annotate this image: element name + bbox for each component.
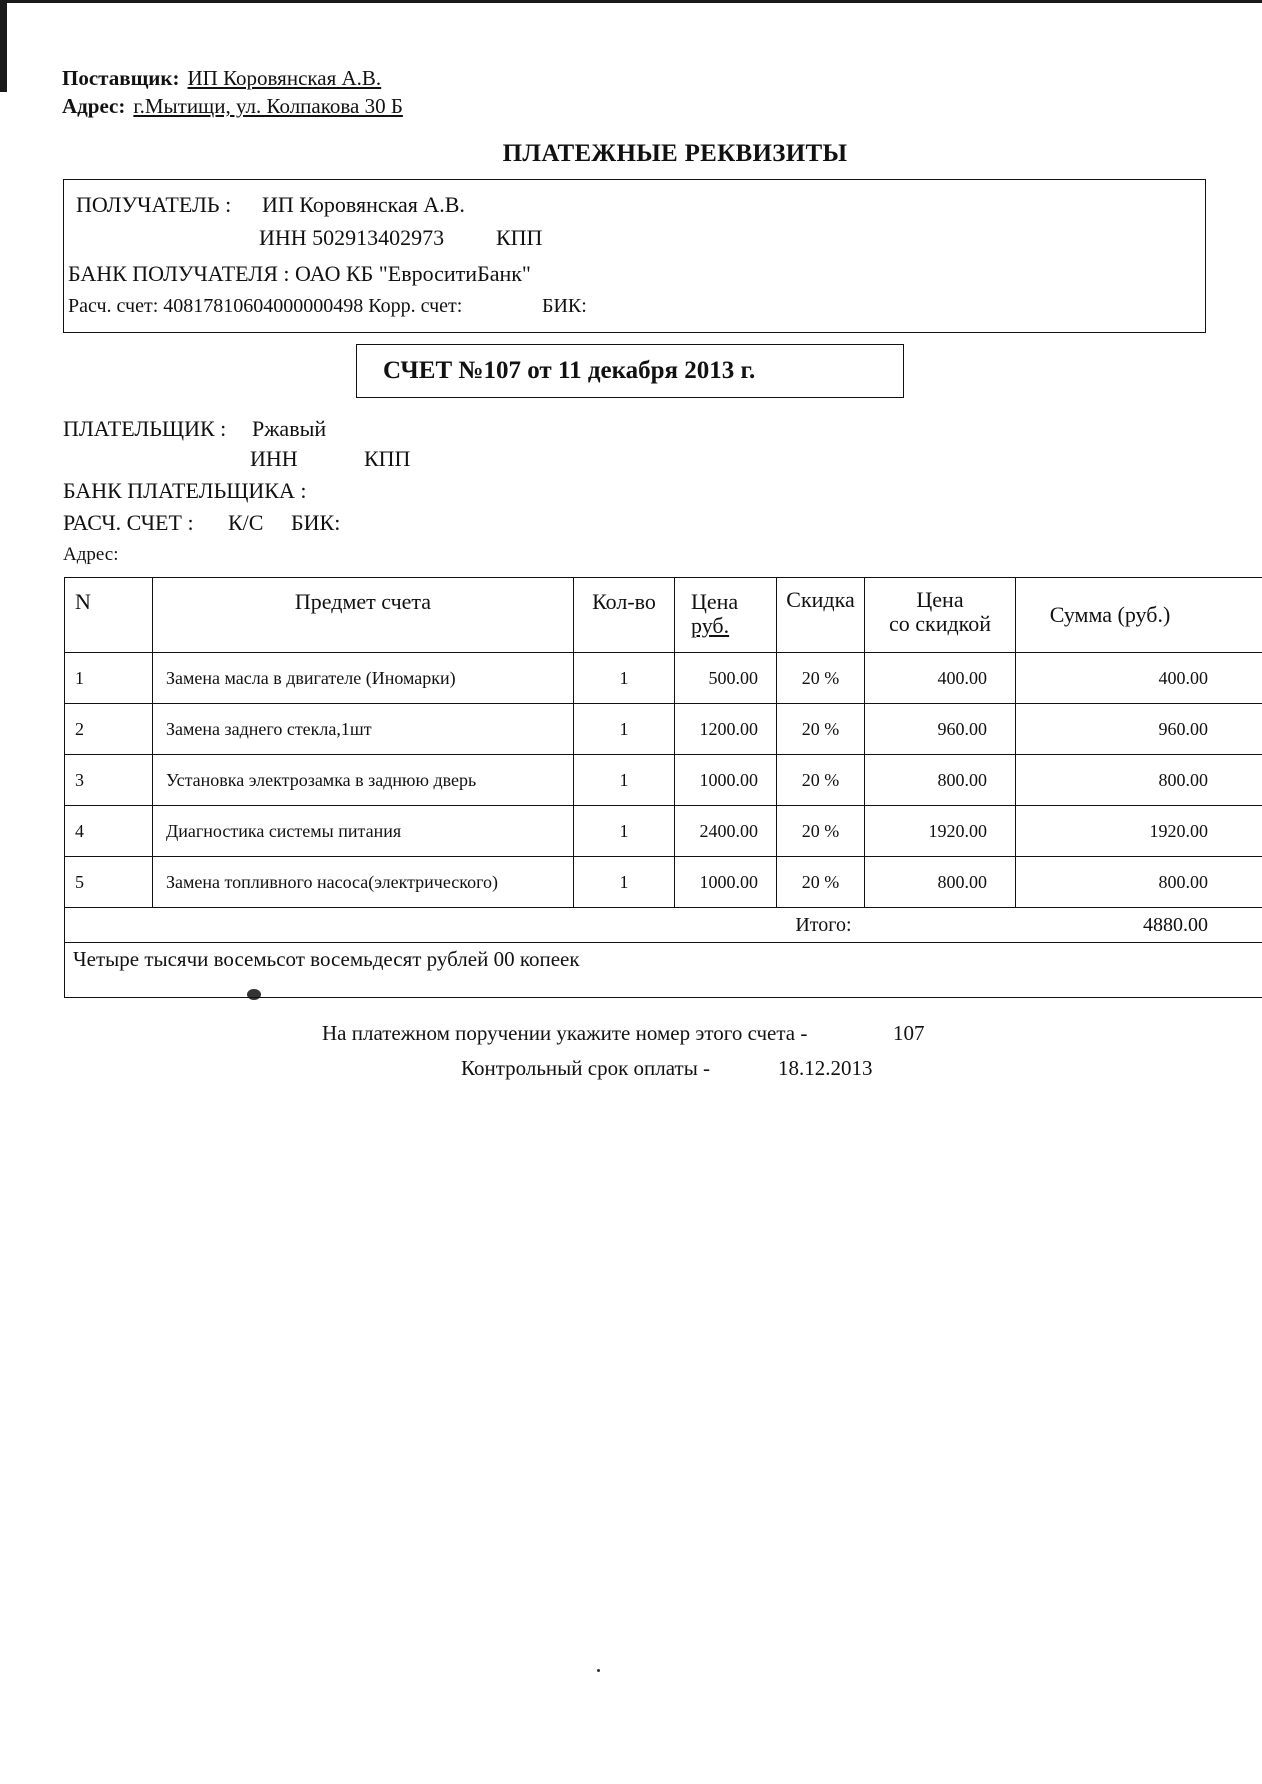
payer-bik-label: БИК:	[291, 510, 341, 535]
cell-price: 1000.00	[675, 755, 777, 806]
supplier-address: г.Мытищи, ул. Колпакова 30 Б	[133, 94, 403, 118]
payer-account-label: РАСЧ. СЧЕТ :	[63, 510, 194, 535]
payer-label: ПЛАТЕЛЬЩИК :	[63, 416, 227, 441]
cell-sum-text: 800.00	[1158, 871, 1208, 892]
payer-address-label: Адрес:	[63, 544, 119, 565]
table-row	[65, 857, 1262, 908]
payer-name: Ржавый	[252, 416, 327, 441]
cell-name: Диагностика системы питания	[153, 806, 574, 857]
cell-sum-text: 800.00	[1158, 769, 1208, 790]
cell-sum	[1016, 653, 1262, 704]
cell-n: 3	[65, 755, 153, 806]
recipient-kpp-label: КПП	[496, 225, 543, 250]
cell-discount: 20 %	[777, 704, 865, 755]
table-row	[65, 806, 1262, 857]
cell-qty: 1	[574, 806, 675, 857]
cell-sum	[1016, 857, 1262, 908]
cell-name: Замена заднего стекла,1шт	[153, 704, 574, 755]
supplier-address-line	[62, 92, 403, 120]
supplier-line	[62, 64, 403, 92]
header-price-line2: руб.	[691, 613, 730, 638]
payer-kpp-label: КПП	[364, 446, 411, 471]
cell-name: Установка электрозамка в заднюю дверь	[153, 755, 574, 806]
cell-price: 500.00	[675, 653, 777, 704]
cell-sum	[1016, 704, 1262, 755]
cell-n: 1	[65, 653, 153, 704]
cell-price: 1000.00	[675, 857, 777, 908]
payment-order-note: На платежном поручении укажите номер этого счета -	[322, 1021, 808, 1045]
supplier-label: Поставщик:	[62, 66, 180, 90]
deadline-date: 18.12.2013	[778, 1056, 873, 1080]
payer-inn-label: ИНН	[250, 446, 298, 471]
header-sum	[1016, 578, 1262, 653]
cell-name: Замена масла в двигателе (Иномарки)	[153, 653, 574, 704]
cell-discount: 20 %	[777, 857, 865, 908]
payer-bank: БАНК ПЛАТЕЛЬЩИКА :	[63, 478, 307, 503]
cell-sum	[1016, 806, 1262, 857]
cell-qty: 1	[574, 653, 675, 704]
total-row	[65, 908, 1262, 943]
cell-qty: 1	[574, 857, 675, 908]
invoice-items-table	[64, 577, 1262, 998]
cell-price: 1200.00	[675, 704, 777, 755]
table-row	[65, 653, 1262, 704]
cell-dprice: 960.00	[865, 704, 1016, 755]
table-row	[65, 704, 1262, 755]
requisites-title: ПЛАТЕЖНЫЕ РЕКВИЗИТЫ	[502, 140, 848, 167]
recipient-bik-label: БИК:	[542, 295, 587, 317]
cell-qty: 1	[574, 704, 675, 755]
deadline-label: Контрольный срок оплаты -	[461, 1056, 711, 1080]
cell-discount: 20 %	[777, 806, 865, 857]
header-discount: Скидка	[777, 578, 865, 653]
cell-discount: 20 %	[777, 653, 865, 704]
cell-qty: 1	[574, 755, 675, 806]
header-name: Предмет счета	[153, 578, 574, 653]
cell-n: 5	[65, 857, 153, 908]
supplier-name: ИП Коровянская А.В.	[187, 66, 382, 90]
amount-words: Четыре тысячи восемьсот восемьдесят рублей 00 копеек	[65, 943, 1262, 998]
cell-dprice: 1920.00	[865, 806, 1016, 857]
scan-speck	[597, 1669, 600, 1672]
payer-ks-label: К/С	[228, 510, 264, 535]
total-value: 4880.00	[1143, 913, 1208, 936]
cell-dprice: 400.00	[865, 653, 1016, 704]
scan-edge-left	[0, 0, 7, 92]
cell-dprice: 800.00	[865, 857, 1016, 908]
supplier-block	[62, 64, 403, 120]
cell-n: 2	[65, 704, 153, 755]
cell-price: 2400.00	[675, 806, 777, 857]
amount-words-row	[65, 943, 1262, 998]
supplier-address-label: Адрес:	[62, 94, 126, 118]
invoice-title: СЧЕТ №107 от 11 декабря 2013 г.	[383, 357, 756, 384]
cell-sum-text: 400.00	[1158, 667, 1208, 688]
cell-dprice: 800.00	[865, 755, 1016, 806]
header-n: N	[65, 578, 153, 653]
header-sum-text: Сумма (руб.)	[1049, 602, 1171, 627]
table-row	[65, 755, 1262, 806]
recipient-name: ИП Коровянская А.В.	[262, 192, 465, 217]
recipient-bank: БАНК ПОЛУЧАТЕЛЯ : ОАО КБ "ЕвроситиБанк"	[68, 261, 531, 286]
cell-sum-text: 1920.00	[1149, 820, 1208, 841]
table-header-row	[65, 578, 1262, 653]
cell-sum-text: 960.00	[1158, 718, 1208, 739]
header-qty: Кол-во	[574, 578, 675, 653]
total-cell	[1016, 908, 1262, 943]
recipient-label: ПОЛУЧАТЕЛЬ :	[76, 192, 232, 217]
total-label: Итого:	[65, 908, 1016, 943]
cell-n: 4	[65, 806, 153, 857]
requisites-box	[63, 179, 1206, 333]
cell-name: Замена топливного насоса(электрического)	[153, 857, 574, 908]
scan-edge-top	[0, 0, 1262, 3]
recipient-account: Расч. счет: 40817810604000000498 Корр. счет:	[68, 295, 463, 317]
recipient-inn: ИНН 502913402973	[259, 225, 445, 250]
header-price-line1: Цена	[691, 589, 739, 614]
header-dprice-line2: со скидкой	[888, 611, 992, 636]
header-dprice-line1: Цена	[916, 587, 964, 612]
cell-discount: 20 %	[777, 755, 865, 806]
cell-sum	[1016, 755, 1262, 806]
invoice-title-box	[356, 344, 904, 398]
header-price	[675, 578, 777, 653]
payment-order-number: 107	[893, 1021, 925, 1045]
header-dprice	[865, 578, 1016, 653]
